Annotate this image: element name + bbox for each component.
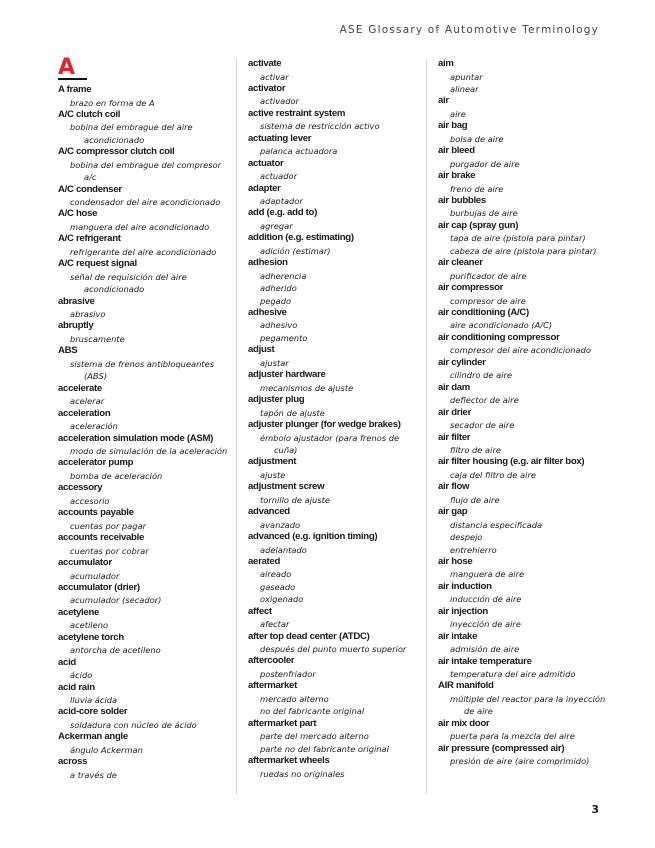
glossary-entry xyxy=(58,482,228,507)
entry-list xyxy=(438,58,613,768)
glossary-entry xyxy=(438,120,613,145)
translation-es: freno de aire xyxy=(450,183,504,194)
translation-es: a través de xyxy=(70,769,117,780)
glossary-entry xyxy=(248,83,420,108)
glossary-entry xyxy=(438,606,613,631)
glossary-entry xyxy=(248,718,420,755)
glossary-entry xyxy=(438,170,613,195)
translation-es: cilindro de aire xyxy=(450,370,513,381)
glossary-entry xyxy=(438,506,613,556)
translation-es: inyección de aire xyxy=(450,619,521,630)
translation-es: adelantado xyxy=(260,544,307,555)
translation-es: bolsa de aire xyxy=(450,133,504,144)
glossary-entry xyxy=(438,332,613,357)
translation-es: pegamento xyxy=(260,332,308,343)
translation-es: bobina del embrague del compresor xyxy=(70,159,222,170)
term-en: air cylinder xyxy=(438,356,486,368)
glossary-entry xyxy=(58,507,228,532)
translation-es: bobina del embrague del aire xyxy=(70,122,193,133)
term-en: adhesion xyxy=(248,257,288,269)
term-en: adjuster plug xyxy=(248,394,305,406)
term-en: air brake xyxy=(438,170,476,182)
translation-es: caja del filtro de aire xyxy=(450,469,536,480)
term-en: accelerate xyxy=(58,382,102,394)
glossary-entry xyxy=(248,506,420,531)
translation-es: cuentas por pagar xyxy=(70,520,146,531)
glossary-entry xyxy=(58,383,228,408)
translation-es: flujo de aire xyxy=(450,494,500,505)
translation-es: adición (estimar) xyxy=(260,245,331,256)
glossary-entry xyxy=(438,743,613,768)
term-en: acid-core solder xyxy=(58,706,128,718)
term-en: actuating lever xyxy=(248,132,312,144)
term-en: aim xyxy=(438,58,454,69)
glossary-entry xyxy=(58,233,228,258)
translation-es: temperatura del aire admitido xyxy=(450,669,576,680)
term-en: ABS xyxy=(58,345,78,357)
translation-es: compresor de aire xyxy=(450,295,526,306)
translation-es: émbolo ajustador (para frenos de xyxy=(260,432,400,443)
term-en: aftermarket xyxy=(248,680,297,692)
term-en: air compressor xyxy=(438,282,504,294)
glossary-entry xyxy=(58,557,228,582)
glossary-entry xyxy=(248,394,420,419)
term-en: air induction xyxy=(438,580,492,592)
glossary-entry xyxy=(248,158,420,183)
term-en: advanced xyxy=(248,506,290,518)
glossary-entry xyxy=(58,296,228,321)
translation-es: bomba de aceleración xyxy=(70,470,163,481)
translation-es: acumulador (secador) xyxy=(70,595,162,606)
term-en: acid rain xyxy=(58,681,95,693)
translation-es: ácido xyxy=(70,670,93,681)
translation-es: entrehierro xyxy=(450,544,497,555)
translation-es: burbujas de aire xyxy=(450,208,518,219)
translation-es: afectar xyxy=(260,619,290,630)
term-en: acceleration xyxy=(58,407,111,419)
term-en: accounts payable xyxy=(58,507,134,519)
translation-es: distancia especificada xyxy=(450,519,543,530)
translation-es: postenfriador xyxy=(260,668,316,679)
glossary-entry xyxy=(438,95,613,120)
glossary-entry xyxy=(248,606,420,631)
glossary-entry xyxy=(248,307,420,344)
translation-es: sistema de restricción activo xyxy=(260,121,380,132)
translation-es: condensador del aire acondicionado xyxy=(70,197,221,208)
term-en: air intake temperature xyxy=(438,655,532,667)
term-en: acceleration simulation mode (ASM) xyxy=(58,432,214,444)
translation-es: cuentas por cobrar xyxy=(70,545,149,556)
translation-es: inducción de aire xyxy=(450,594,522,605)
term-en: acetylene torch xyxy=(58,631,124,643)
glossary-entry xyxy=(248,183,420,208)
term-en: air filter housing (e.g. air filter box) xyxy=(438,456,585,468)
glossary-entry xyxy=(248,655,420,680)
translation-es: antorcha de acetileno xyxy=(70,645,161,656)
glossary-entry xyxy=(58,457,228,482)
translation-es: abrasivo xyxy=(70,309,106,320)
term-en: active restraint system xyxy=(248,107,346,119)
translation-es: cuña) xyxy=(274,444,298,455)
glossary-entry xyxy=(58,146,228,183)
glossary-entry xyxy=(248,419,420,456)
glossary-entry xyxy=(438,432,613,457)
translation-es: (ABS) xyxy=(84,371,108,382)
glossary-entry xyxy=(58,109,228,146)
term-en: A/C hose xyxy=(58,208,98,220)
term-en: air gap xyxy=(438,506,468,518)
translation-es: modo de simulación de la aceleración xyxy=(70,446,228,456)
glossary-column-2 xyxy=(248,58,420,780)
glossary-entry xyxy=(438,631,613,656)
translation-es: acetileno xyxy=(70,620,109,631)
term-en: Ackerman angle xyxy=(58,731,128,743)
translation-es: no del fabricante original xyxy=(260,706,365,717)
section-letter: A xyxy=(58,58,87,80)
glossary-entry xyxy=(438,145,613,170)
glossary-entry xyxy=(248,481,420,506)
translation-es: parte del mercado alterno xyxy=(260,731,369,742)
glossary-entry xyxy=(58,682,228,707)
glossary-entry xyxy=(248,556,420,606)
translation-es: cabeza de aire (pistola para pintar) xyxy=(450,245,597,256)
glossary-entry xyxy=(248,108,420,133)
term-en: air flow xyxy=(438,481,470,493)
glossary-entry xyxy=(438,382,613,407)
term-en: acetylene xyxy=(58,606,100,618)
term-en: air pressure (compressed air) xyxy=(438,742,565,754)
term-en: air filter xyxy=(438,431,471,443)
term-en: aftercooler xyxy=(248,655,295,667)
translation-es: puerta para la mezcla del aire xyxy=(450,731,575,742)
term-en: air intake xyxy=(438,630,478,642)
glossary-entry xyxy=(438,357,613,382)
translation-es: purgador de aire xyxy=(450,158,520,169)
glossary-entry xyxy=(58,632,228,657)
glossary-entry xyxy=(248,257,420,307)
glossary-column-1 xyxy=(58,55,228,781)
glossary-entry xyxy=(58,657,228,682)
glossary-entry xyxy=(438,680,613,717)
translation-es: accesorio xyxy=(70,495,110,506)
term-en: adapter xyxy=(248,182,281,194)
translation-es: oxigenado xyxy=(260,594,304,605)
glossary-entry xyxy=(58,433,228,458)
term-en: activate xyxy=(248,58,282,69)
glossary-entry xyxy=(58,731,228,756)
term-en: activator xyxy=(248,82,286,94)
translation-es: lluvia ácida xyxy=(70,695,118,706)
term-en: A/C refrigerant xyxy=(58,233,121,245)
term-en: A/C compressor clutch coil xyxy=(58,146,175,158)
translation-es: tapón de ajuste xyxy=(260,407,325,418)
translation-es: acumulador xyxy=(70,570,120,581)
glossary-entry xyxy=(248,531,420,556)
translation-es: gaseado xyxy=(260,581,296,592)
term-en: across xyxy=(58,756,88,768)
term-en: A/C condenser xyxy=(58,183,122,195)
glossary-entry xyxy=(58,607,228,632)
translation-es: aireado xyxy=(260,569,292,580)
translation-es: ángulo Ackerman xyxy=(70,744,143,755)
glossary-entry xyxy=(58,320,228,345)
glossary-entry xyxy=(438,195,613,220)
term-en: abruptly xyxy=(58,320,94,332)
glossary-entry xyxy=(58,756,228,781)
glossary-entry xyxy=(438,407,613,432)
term-en: aftermarket wheels xyxy=(248,755,330,766)
glossary-entry xyxy=(58,84,228,109)
term-en: accounts receivable xyxy=(58,532,145,544)
glossary-entry xyxy=(248,58,420,83)
translation-es: ajustar xyxy=(260,357,289,368)
glossary-entry xyxy=(58,208,228,233)
glossary-entry xyxy=(438,656,613,681)
translation-es: sistema de frenos antibloqueantes xyxy=(70,358,215,369)
glossary-column-3 xyxy=(438,58,613,768)
glossary-entry xyxy=(58,706,228,731)
glossary-entry xyxy=(248,232,420,257)
translation-es: de aire xyxy=(464,706,493,717)
translation-es: acelerar xyxy=(70,396,105,407)
column-divider xyxy=(236,58,237,794)
glossary-entry xyxy=(438,481,613,506)
glossary-entry xyxy=(248,344,420,369)
page-number: 3 xyxy=(591,803,599,816)
term-en: air bag xyxy=(438,120,468,132)
term-en: air conditioning (A/C) xyxy=(438,306,529,318)
entry-list xyxy=(248,58,420,780)
glossary-entry xyxy=(438,581,613,606)
translation-es: a/c xyxy=(84,172,97,183)
term-en: air injection xyxy=(438,605,488,617)
term-en: adhesive xyxy=(248,306,287,318)
translation-es: ruedas no originales xyxy=(260,768,345,779)
running-header: ASE Glossary of Automotive Terminology xyxy=(339,24,599,36)
translation-es: tornillo de ajuste xyxy=(260,494,330,505)
translation-es: refrigerante del aire acondicionado xyxy=(70,246,217,257)
translation-es: adherencia xyxy=(260,270,307,281)
translation-es: filtro de aire xyxy=(450,445,501,455)
term-en: air dam xyxy=(438,381,471,393)
translation-es: admisión de aire xyxy=(450,644,520,655)
translation-es: compresor del aire acondicionado xyxy=(450,345,591,356)
glossary-entry xyxy=(248,369,420,394)
glossary-entry xyxy=(58,258,228,295)
term-en: abrasive xyxy=(58,295,95,307)
translation-es: múltiple del reactor para la inyección xyxy=(450,693,606,704)
term-en: air cleaner xyxy=(438,257,483,269)
term-en: aerated xyxy=(248,555,281,567)
term-en: air conditioning compressor xyxy=(438,331,560,343)
term-en: adjust xyxy=(248,344,275,356)
translation-es: purificador de aire xyxy=(450,270,527,281)
column-divider xyxy=(426,58,427,794)
translation-es: apuntar xyxy=(450,71,483,82)
translation-es: brazo en forma de A xyxy=(70,97,155,108)
translation-es: ajuste xyxy=(260,469,286,480)
glossary-entry xyxy=(438,282,613,307)
term-en: air xyxy=(438,95,449,107)
term-en: adjustment xyxy=(248,456,297,468)
translation-es: soldadura con núcleo de ácido xyxy=(70,719,197,730)
translation-es: palanca actuadora xyxy=(260,146,338,157)
glossary-entry xyxy=(248,680,420,717)
translation-es: avanzado xyxy=(260,519,301,530)
glossary-entry xyxy=(58,345,228,382)
glossary-entry xyxy=(438,556,613,581)
term-en: after top dead center (ATDC) xyxy=(248,630,370,642)
glossary-entry xyxy=(248,456,420,481)
term-en: actuator xyxy=(248,157,284,169)
translation-es: activar xyxy=(260,71,289,82)
term-en: air cap (spray gun) xyxy=(438,219,519,231)
translation-es: manguera de aire xyxy=(450,569,525,580)
translation-es: agregar xyxy=(260,220,293,231)
translation-es: mercado alterno xyxy=(260,693,329,704)
glossary-entry xyxy=(438,58,613,95)
translation-es: aceleración xyxy=(70,421,118,432)
translation-es: despejo xyxy=(450,532,483,543)
term-en: air hose xyxy=(438,555,473,567)
translation-es: tapa de aire (pistola para pintar) xyxy=(450,233,586,244)
translation-es: deflector de aire xyxy=(450,395,519,406)
glossary-entry xyxy=(248,631,420,656)
glossary-entry xyxy=(438,718,613,743)
glossary-entry xyxy=(58,184,228,209)
translation-es: secador de aire xyxy=(450,420,515,431)
term-en: A/C clutch coil xyxy=(58,108,121,120)
term-en: adjustment screw xyxy=(248,481,325,493)
translation-es: acondicionado xyxy=(84,284,145,295)
term-en: addition (e.g. estimating) xyxy=(248,232,354,244)
translation-es: adhesivo xyxy=(260,320,298,331)
term-en: AIR manifold xyxy=(438,680,494,692)
term-en: accumulator xyxy=(58,557,112,569)
glossary-entry xyxy=(248,207,420,232)
term-en: adjuster plunger (for wedge brakes) xyxy=(248,419,401,430)
translation-es: aire acondicionado (A/C) xyxy=(450,320,553,331)
translation-es: presión de aire (aire comprimido) xyxy=(450,756,590,767)
glossary-entry xyxy=(438,257,613,282)
translation-es: acondicionado xyxy=(84,134,145,145)
term-en: air mix door xyxy=(438,717,490,729)
term-en: affect xyxy=(248,605,272,617)
term-en: accessory xyxy=(58,482,103,494)
glossary-entry xyxy=(58,532,228,557)
glossary-entry xyxy=(438,307,613,332)
glossary-entry xyxy=(58,582,228,607)
glossary-entry xyxy=(248,133,420,158)
glossary-entry xyxy=(248,755,420,780)
term-en: air bleed xyxy=(438,145,475,157)
translation-es: después del punto muerto superior xyxy=(260,644,407,655)
translation-es: mecanismos de ajuste xyxy=(260,382,354,393)
translation-es: manguera del aire acondicionado xyxy=(70,221,210,232)
term-en: acid xyxy=(58,656,76,668)
translation-es: parte no del fabricante original xyxy=(260,743,389,754)
term-en: adjuster hardware xyxy=(248,369,326,381)
term-en: accelerator pump xyxy=(58,457,134,469)
translation-es: aire xyxy=(450,108,466,119)
translation-es: adaptador xyxy=(260,196,303,207)
translation-es: alinear xyxy=(450,83,479,94)
glossary-entry xyxy=(58,408,228,433)
translation-es: adherido xyxy=(260,283,297,294)
translation-es: bruscamente xyxy=(70,333,125,344)
term-en: accumulator (drier) xyxy=(58,581,140,593)
term-en: A/C request signal xyxy=(58,258,137,270)
translation-es: pegado xyxy=(260,295,292,306)
term-en: air drier xyxy=(438,406,472,418)
translation-es: señal de requisición del aire xyxy=(70,271,187,282)
term-en: add (e.g. add to) xyxy=(248,207,317,219)
translation-es: actuador xyxy=(260,171,297,182)
entry-list xyxy=(58,84,228,781)
glossary-entry xyxy=(438,456,613,481)
term-en: A frame xyxy=(58,84,92,95)
translation-es: activador xyxy=(260,96,299,107)
glossary-entry xyxy=(438,220,613,257)
term-en: air bubbles xyxy=(438,194,486,206)
term-en: aftermarket part xyxy=(248,717,317,729)
term-en: advanced (e.g. ignition timing) xyxy=(248,531,378,543)
